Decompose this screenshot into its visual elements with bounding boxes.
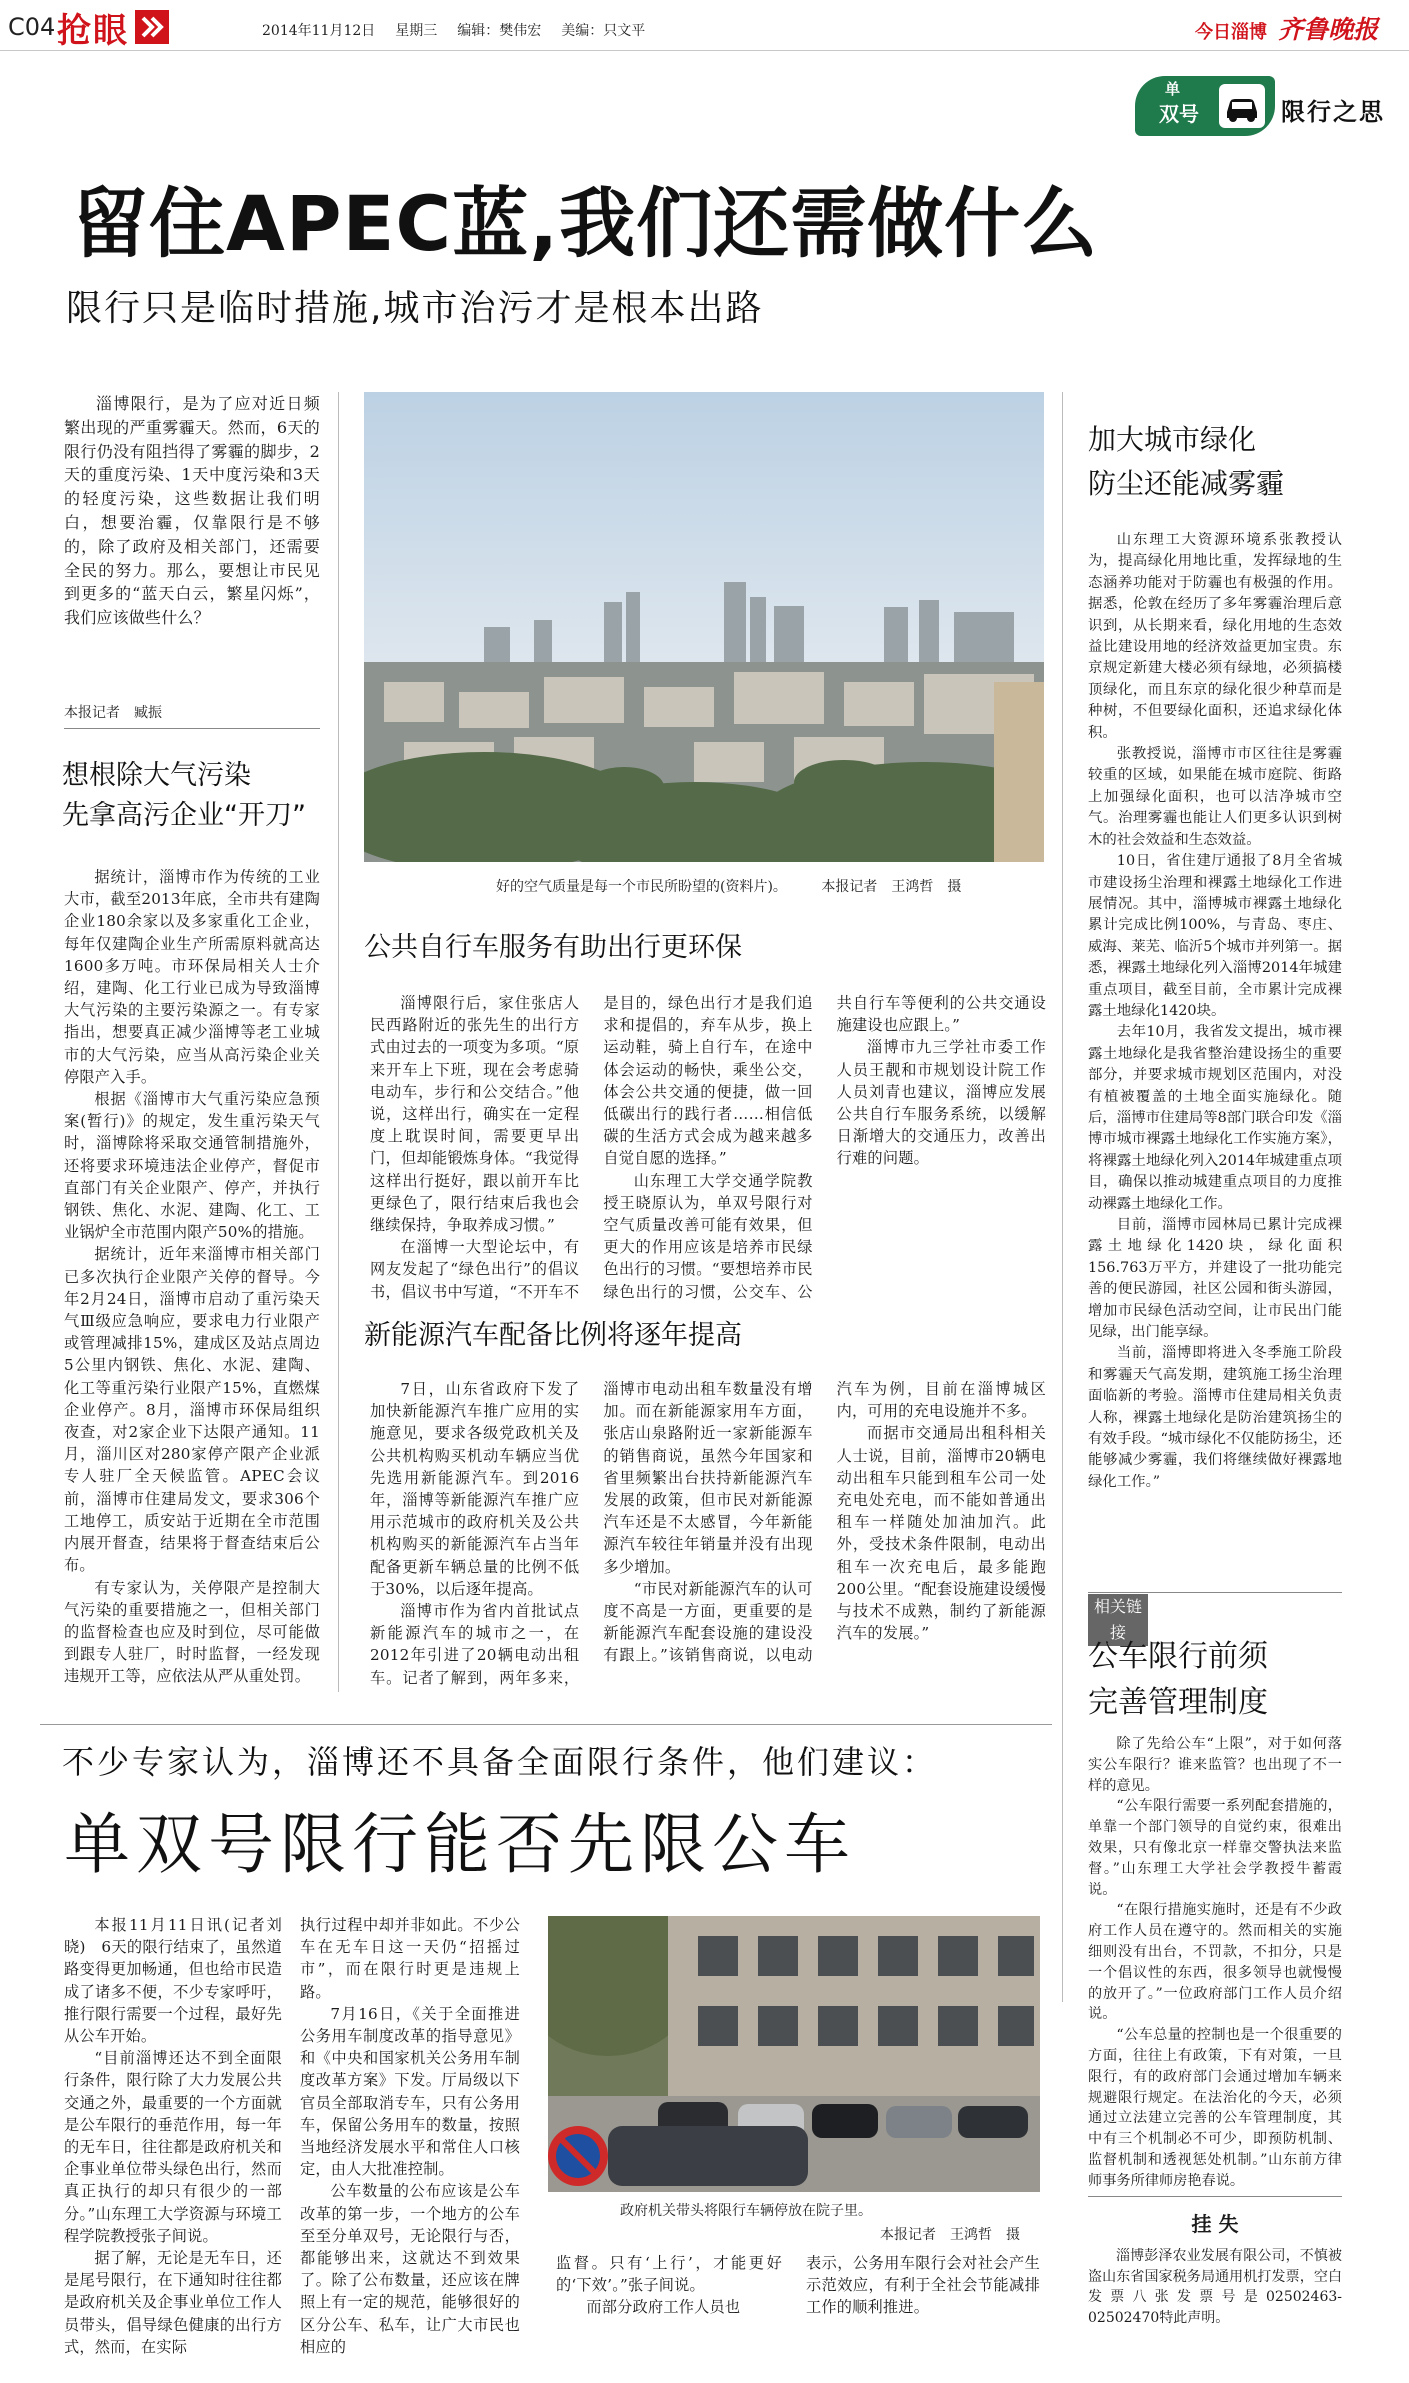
meta-editor: 编辑：樊伟宏 (457, 23, 542, 39)
photo2-caption: 政府机关带头将限行车辆停放在院子里。 (620, 2203, 872, 2219)
masthead-left: 今日淄博 (1195, 22, 1267, 43)
sec4-title-line-2: 防尘还能减雾霾 (1088, 467, 1285, 500)
lost-title: 挂 失 (1191, 2212, 1239, 2236)
car-icon (1219, 84, 1265, 128)
sec2-para: 山东理工大学交通学院教授王晓原认为，单双号限行对空气质量改善可能有效果，但更大的作用应该是培养市民绿色出行的习惯。“要想培养市民绿色出行的习惯，公交车、公共自行车等便利的公共交通设施建设也应跟上。” (603, 994, 1046, 1301)
column-name: 限行之思 (1281, 98, 1385, 126)
sec2-para: 在淄博一大型论坛中，有网友发起了“绿色出行”的倡议书，倡议书中写道，“不开车不是目的，绿色出行才是我们追求和提倡的，弃车从步，换上运动鞋，骑上自行车，在途中体会运动的畅快，乘坐公交，体会公共交通的便捷，做一回低碳出行的践行者……相信低碳的生活方式会成为越来越多自觉自愿的选择。” (370, 994, 813, 1301)
masthead-right: 齐鲁晚报 (1278, 15, 1379, 44)
story2-para: 公车数量的公布应该是公车改革的第一步，一个地方的公车至至分单双号，无论限行与否，都能够出来，这就达不到效果了。除了公布数量，还应该在牌照上有一定的规范，能够很好的区分公车、私车，让广大市民也相应的 (300, 2182, 520, 2356)
sec3-title: 新能源汽车配备比例将逐年提高 (364, 1320, 742, 1351)
meta-designer: 美编：只文平 (561, 23, 646, 39)
double-chevron-icon (135, 10, 169, 44)
city-skyline-photo (364, 392, 1044, 862)
meta-date: 2014年11月12日 (262, 23, 376, 39)
sec2-body (370, 992, 1046, 1322)
lead-subhead: 限行只是临时措施,城市治污才是根本出路 (66, 288, 764, 329)
lost-notice-text: 淄博彭泽农业发展有限公司，不慎被盗山东省国家税务局通用机打发票，空白发票八张发票号是02502463-02502470特此声明。 (1088, 2248, 1342, 2326)
sec4-title-line-1: 加大城市绿化 (1088, 423, 1257, 456)
sec2-para: 淄博市九三学社市委工作人员王靓和市规划设计院工作人员刘青也建议，淄博应发展公共自行车服务系统，以缓解日渐增大的交通压力，改善出行难的问题。 (836, 1038, 1046, 1168)
related-para: 除了先给公车“上限”，对于如何落实公车限行？谁来监管？也出现了不一样的意见。 (1088, 1736, 1342, 1794)
lead-intro (64, 392, 320, 630)
sec1-para: 根据《淄博市大气重污染应急预案(暂行)》的规定，发生重污染天气时，淄博除将采取交通管制措施外，还将要求环境违法企业停产，督促市直部门有关企业限产、停产，并执行钢铁、焦化、水泥、建陶、化工、工业锅炉全市范围内限产50%的措施。 (64, 1090, 320, 1242)
story2-headline: 单双号限行能否先限公车 (64, 1806, 856, 1883)
photo1-credit: 本报记者 王鸿哲 摄 (821, 879, 962, 895)
sec4-para: 山东理工大资源环境系张教授认为，提高绿化用地比重，发挥绿地的生态涵养功能对于防霾也有极强的作用。据悉，伦敦在经历了多年雾霾治理后意识到，从长期来看，绿化用地的生态效益比建设用地的经济效益更加宝贵。东京规定新建大楼必须有绿地，必须搞楼顶绿化，而且东京的绿化很少种草而是种树，不但要绿化面积，还追求绿化体积。 (1088, 532, 1342, 741)
story2-para: “目前淄博还达不到全面限行条件，限行除了大力发展公共交通之外，最重要的一个方面就是公车限行的垂范作用，每一年的无车日，往往都是政府机关和企事业单位带头绿色出行，然而真正执行的却只有很少的一部分。”山东理工大学资源与环境工程学院教授张子间说。 (64, 2049, 282, 2245)
story2-para: 执行过程中却并非如此。不少公车在无车日这一天仍“招摇过市”，而在限行时更是违规上路。 (300, 1916, 520, 2001)
page-number: C04 (8, 13, 56, 41)
header-rule (0, 50, 1409, 51)
photo1-caption-text: 好的空气质量是每一个市民所盼望的(资料片)。 (496, 879, 787, 895)
story2-para: 本报11月11日讯(记者刘晓) 6天的限行结束了，虽然道路变得更加畅通，但也给市民造成了诸多不便，不少专家呼吁，推行限行需要一个过程，最好先从公车开始。 (64, 1916, 282, 2046)
story2-para: 7月16日，《关于全面推进公务用车制度改革的指导意见》和《中央和国家机关公务用车制度改革方案》下发。厅局级以下官员全部取消专车，只有公务用车，保留公务用车的数量，按照当地经济发展水平和常住人口核定，由人大批准控制。 (300, 2004, 520, 2179)
sec4-para: 当前，淄博即将进入冬季施工阶段和雾霾天气高发期，建筑施工扬尘治理面临新的考验。淄博市住建局相关负责人称，裸露土地绿化是防治建筑扬尘的有效手段。“城市绿化不仅能防扬尘，还能够减少雾霾，我们将继续做好裸露地绿化工作。” (1088, 1345, 1342, 1490)
related-body (1088, 1734, 1342, 2192)
related-title-line-2: 完善管理制度 (1088, 1685, 1268, 1720)
section-label: 抢眼 (57, 10, 129, 51)
lost-notice (1088, 2246, 1342, 2328)
related-para: “公车总量的控制也是一个很重要的方面，往往上有政策，下有对策，一旦限行，有的政府部门会通过增加车辆来规避限行规定。在法治化的今天，必须通过立法建立完善的公车管理制度，其中有三个机制必不可少，即预防机制、监督机制和透视惩处机制。”山东前方律师事务所律师房艳春说。 (1088, 2027, 1342, 2189)
lost-rule (1088, 2196, 1342, 2197)
meta-weekday: 星期三 (395, 23, 438, 39)
sec1-title (62, 756, 324, 836)
related-title-line-1: 公车限行前须 (1088, 1639, 1268, 1674)
col-rule-left (338, 392, 339, 1692)
masthead (1195, 10, 1378, 46)
sec1-para: 有专家认为，关停限产是控制大气污染的重要措施之一，但相关部门的监督检查也应及时到位，尽可能做到跟专人驻厂，时时监督，一经发现违规开工等，应依法从严从重处罚。 (64, 1578, 320, 1686)
story2-col-3 (556, 2252, 782, 2319)
lead-reporter: 本报记者 臧振 (64, 705, 162, 721)
badge-top-label: 单 (1165, 80, 1181, 98)
sec1-title-line-2: 先拿高污企业“开刀” (62, 800, 306, 831)
sec2-para: 淄博限行后，家住张店人民西路附近的张先生的出行方式由过去的一项变为多项。“原来开车上下班，现在会考虑骑电动车，步行和公交结合。”他说，这样出行，确实在一定程度上耽误时间，需要更早出门，但却能锻炼身体。“我觉得这样出行挺好，跟以前开车比更绿色了，限行结束后我也会继续保持，争取养成习惯。” (370, 994, 580, 1235)
story2-col-1 (64, 1914, 282, 2358)
page-meta (262, 20, 645, 40)
related-rule (1088, 1592, 1342, 1593)
photo2-credit: 本报记者 王鸿哲 摄 (880, 2227, 1020, 2243)
column-badge (1135, 70, 1395, 146)
col-rule-right (1062, 392, 1063, 2002)
sec4-body (1088, 530, 1342, 1493)
sec3-para: 淄博市作为省内首批试点新能源汽车的城市之一，在2012年引进了20辆电动出租车。记者了解到，两年多来，淄博市电动出租车数量没有增加。而在新能源家用车方面，张店山泉路附近一家新能源车的销售商说，虽然今年国家和省里频繁出台扶持新能源汽车发展的政策，但市民对新能源汽车还是不太感冒，今年新能源汽车较往年销量并没有出现多少增加。 (370, 1380, 813, 1687)
sec4-para: 10日，省住建厅通报了8月全省城市建设扬尘治理和裸露土地绿化工作进展情况。其中，淄博城市裸露土地绿化累计完成比例100%，与青岛、枣庄、威海、莱芜、临沂5个城市并列第一。据悉，裸露土地绿化列入淄博2014年城建重点项目，截至目前，全市累计完成裸露土地绿化1420块。 (1088, 853, 1342, 1019)
lead-intro-text: 淄博限行，是为了应对近日频繁出现的严重雾霾天。然而，6天的限行仍没有阻挡得了雾霾的脚步，2天的重度污染、1天中度污染和3天的轻度污染，这些数据让我们明白，想要治霾，仅靠限行是不够的，除了政府及相关部门，还需要全民的努力。那么，要想让市民见到更多的“蓝天白云，繁星闪烁”，我们应该做些什么？ (64, 394, 320, 628)
sec4-para: 去年10月，我省发文提出，城市裸露土地绿化是我省整治建设扬尘的重要部分，并要求城市规划区范围内，对没有植被覆盖的土地全面实施绿化。随后，淄博市住建局等8部门联合印发《淄博市城市裸露土地绿化工作实施方案》，将裸露土地绿化列入2014年城建重点项目，确保以推动城建重点项目的力度推动裸露土地绿化工作。 (1088, 1024, 1342, 1212)
lead-headline: 留住APEC蓝,我们还需做什么 (72, 179, 1099, 268)
sec4-para: 张教授说，淄博市市区往往是雾霾较重的区域，如果能在城市庭院、街路上加强绿化面积，也可以洁净城市空气。治理雾霾也能让人们更多认识到树木的社会效益和生态效益。 (1088, 746, 1342, 848)
story2-para: 监督。只有‘上行’，才能更好的‘下效’。”张子间说。 (556, 2254, 782, 2295)
sec3-para: 7日，山东省政府下发了加快新能源汽车推广应用的实施意见，要求各级党政机关及公共机构购买机动车辆应当优先选用新能源汽车。到2016年，淄博等新能源汽车推广应用示范城市的政府机关及公共机构购买的新能源汽车占当年配备更新车辆总量的比例不低于30%，以后逐年提高。 (370, 1380, 580, 1598)
sec4-title (1088, 418, 1388, 506)
story2-col-2 (300, 1914, 520, 2358)
story2-col-4 (806, 2252, 1040, 2319)
sec1-para: 据统计，近年来淄博市相关部门已多次执行企业限产关停的督导。今年2月24日，淄博市启动了重污染天气Ⅲ级应急响应，要求电力行业限产或管理减排15%，建成区及站点周边5公里内钢铁、焦化、水泥、建陶、化工等重污染行业限产15%，直燃煤企业停产。8月，淄博市环保局组织夜查，对2家企业下达限产通知。11月，淄川区对280家停产限产企业派专人驻厂全天候监管。APEC会议前，淄博市住建局发文，要求306个工地停工，质安站于近期在全市范围内展开督查，结果将于督查结束后公布。 (64, 1245, 320, 1575)
story2-para: 而部分政府工作人员也 (586, 2298, 741, 2317)
related-para: “公车限行需要一系列配套措施的，单靠一个部门领导的自觉约束，很难出效果，只有像北京一样靠交警执法来监督。”山东理工大学社会学教授牛蓄霞说。 (1088, 1798, 1342, 1898)
related-label-text: 相关链接 (1093, 1597, 1142, 1642)
photo1-caption (496, 876, 961, 896)
story2-kicker: 不少专家认为，淄博还不具备全面限行条件，他们建议： (62, 1743, 938, 1781)
section-tab (57, 4, 169, 50)
sec3-body (370, 1378, 1046, 1694)
story2-para: 表示，公务用车限行会对社会产生示范效应，有利于全社会节能减排工作的顺利推进。 (806, 2254, 1040, 2317)
sec1-para: 据统计，淄博市作为传统的工业大市，截至2013年底，全市共有建陶企业180余家以及多家重化工企业，每年仅建陶企业生产所需原料就高达1600多万吨。市环保局相关人士介绍，建陶、化工行业已成为导致淄博大气污染的主要污染源之一。有专家指出，想要真正减少淄博等老工业城市的大气污染，应当从高污染企业关停限产入手。 (64, 868, 320, 1086)
sec3-para: 而据市交通局出租科相关人士说，目前，淄博市20辆电动出租车只能到租车公司一处充电处充电，而不能如普通出租车一样随处加油加汽。此外，受技术条件限制，电动出租车一次充电后，最多能跑200公里。“配套设施建设缓慢与技术不成熟，制约了新能源汽车的发展。” (836, 1424, 1046, 1643)
parked-cars-photo (548, 1916, 1040, 2192)
related-title (1088, 1634, 1388, 1726)
sec1-title-line-1: 想根除大气污染 (62, 760, 251, 791)
left-rule-1 (64, 728, 320, 729)
sec2-title: 公共自行车服务有助出行更环保 (364, 932, 742, 963)
badge-main-label: 双号 (1159, 102, 1199, 126)
sec1-body (64, 866, 320, 1688)
sec3-para: “市民对新能源汽车的认可度不高是一方面，更重要的是新能源汽车配套设施的建设没有跟上。”该销售商说，以电动汽车为例，目前在淄博城区内，可用的充电设施并不多。 (603, 1380, 1046, 1665)
story2-rule (40, 1724, 1052, 1725)
story2-para: 据了解，无论是无车日，还是尾号限行，在下通知时往往都是政府机关及企事业单位工作人员带头，倡导绿色健康的出行方式，然而，在实际 (64, 2249, 282, 2356)
related-para: “在限行措施实施时，还是有不少政府工作人员在遵守的。然而相关的实施细则没有出台，不罚款，不扣分，只是一个倡议性的东西，很多领导也就慢慢的放开了。”一位政府部门工作人员介绍说。 (1088, 1902, 1342, 2023)
sec4-para: 目前，淄博市园林局已累计完成裸露土地绿化1420块，绿化面积156.763万平方，并建设了一批功能完善的便民游园，社区公园和街头游园，增加市民绿色活动空间，让市民出门能见绿，出门能享绿。 (1088, 1217, 1342, 1341)
